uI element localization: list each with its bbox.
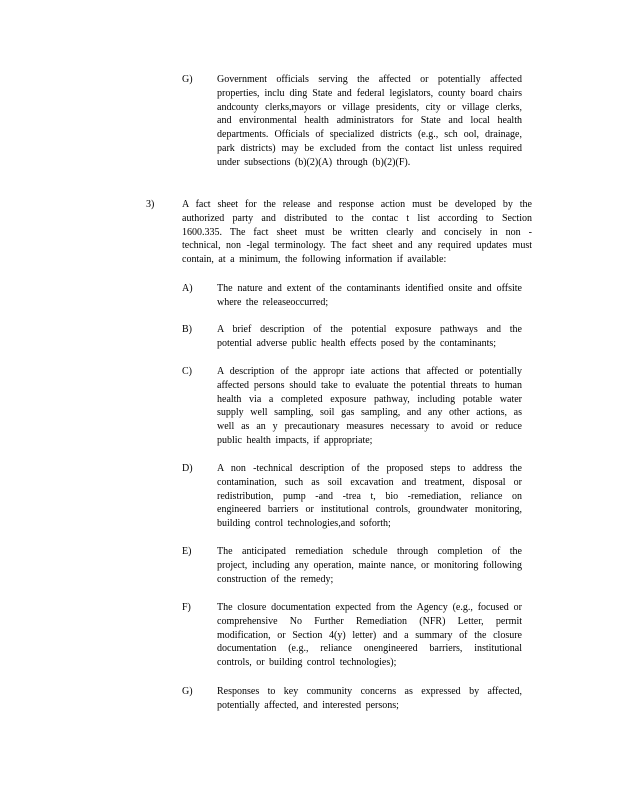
item-text: A fact sheet for the release and response action must be developed by the authorized party and distributed to the contac t list according to Section 1600.335. The fact sheet must be written clearly and concisely in non - technical, non -legal terminology. The fact sheet and any required updates must contain, at a minimum, the following information if available: (182, 199, 532, 266)
item-label: F) (182, 602, 191, 613)
item-text: A non -technical description of the proposed steps to address the contamination, such as soil excavation and treatment, disposal or redistribution, pump -and -trea t, bio -remediation, reliance on engineered barriers or institutional controls, groundwater monitoring, building control technologies,and soforth; (217, 463, 522, 530)
item-text: The anticipated remediation schedule through completion of the project, including any operation, mainte nance, or monitoring following construction of the remedy; (217, 546, 522, 585)
item-label: A) (182, 283, 193, 294)
item-text: The closure documentation expected from the Agency (e.g., focused or comprehensive No Further Remediation (NFR) Letter, permit modification, or Section 4(y) letter) and a summary of the closure documentation (e.g., reliance onengineered barriers, institutional controls, or building control technologies); (217, 602, 522, 669)
item-label: G) (182, 74, 193, 85)
item-label: C) (182, 366, 192, 377)
item-label: E) (182, 546, 192, 557)
item-label: 3) (146, 199, 155, 210)
item-text: Government officials serving the affected or potentially affected properties, inclu ding State and federal legislators, county board chairs andcounty clerks,mayors or village presidents, city or village clerks, and environmental health administrators for State and local health departments. Officials of specialized districts (e.g., sch ool, drainage, park districts) may be excluded from the contact list unless required under subsections (b)(2)(A) through (b)(2)(F). (217, 74, 522, 168)
item-text: A description of the appropr iate actions that affected or potentially affected persons should take to evaluate the potential threats to human health via a completed exposure pathway, including potable water supply well sampling, soil gas sampling, and any other actions, as well as an y precautionary measures necessary to avoid or reduce public health impacts, if appropriate; (217, 366, 522, 446)
item-label: G) (182, 686, 193, 697)
item-text: The nature and extent of the contaminants identified onsite and offsite where the releaseoccurred; (217, 283, 522, 308)
item-label: B) (182, 324, 192, 335)
item-text: A brief description of the potential exposure pathways and the potential adverse public health effects posed by the contaminants; (217, 324, 522, 349)
item-label: D) (182, 463, 193, 474)
item-text: Responses to key community concerns as expressed by affected, potentially affected, and interested persons; (217, 686, 522, 711)
